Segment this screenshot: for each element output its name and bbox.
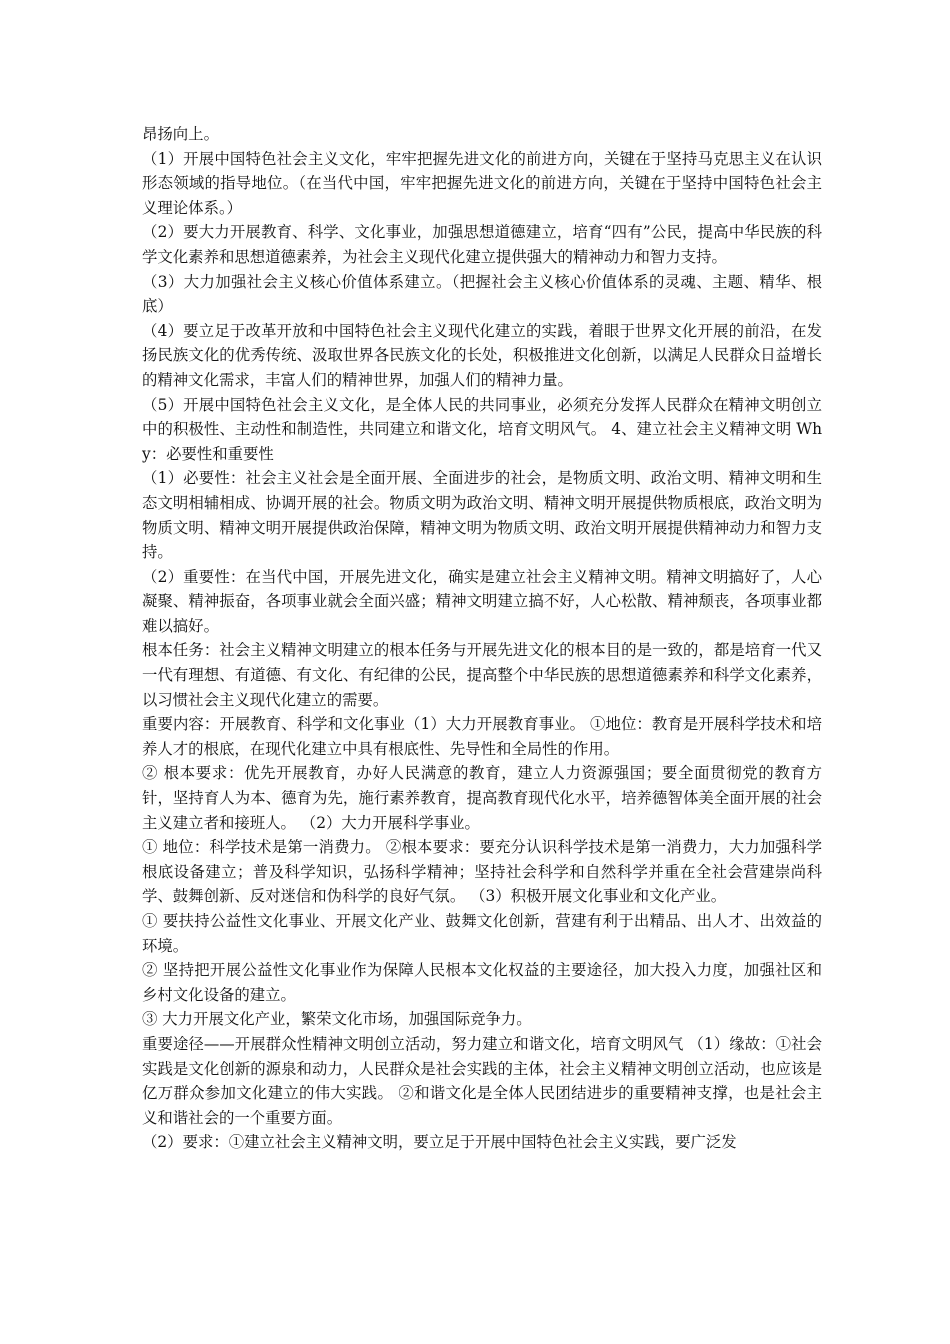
paragraph-0: 昂扬向上。 bbox=[142, 125, 219, 143]
paragraph-2: （2）要大力开展教育、科学、文化事业，加强思想道德建立，培育“四有”公民，提高中华民族的科学文化素养和思想道德素养，为社会主义现代化建立提供强大的精神动力和智力支持。 bbox=[142, 223, 822, 266]
paragraph-14: ③ 大力开展文化产业，繁荣文化市场，加强国际竞争力。 bbox=[142, 1010, 532, 1029]
paragraph-7: （2）重要性：在当代中国，开展先进文化，确实是建立社会主义精神文明。精神文明搞好了，人心凝聚、精神振奋，各项事业就会全面兴盛；精神文明建立搞不好，人心松散、精神颓丧，各项事业都难以搞好。 bbox=[142, 567, 822, 635]
paragraph-13: ② 坚持把开展公益性文化事业作为保障人民根本文化权益的主要途径，加大投入力度，加强社区和乡村文化设备的建立。 bbox=[142, 961, 822, 1004]
paragraph-16: （2）要求：①建立社会主义精神文明，要立足于开展中国特色社会主义实践，要广泛发 bbox=[142, 1133, 737, 1152]
paragraph-15: 重要途径——开展群众性精神文明创立活动，努力建立和谐文化，培育文明风气 （1）缘故：①社会实践是文化创新的源泉和动力，人民群众是社会实践的主体，社会主义精神文明创立活动，也应该是亿万群众参加文化建立的伟大实践。 ②和谐文化是全体人民团结进步的重要精神支撑，也是社会主义和谐社会的一个重要方面。 bbox=[142, 1034, 822, 1127]
paragraph-3: （3）大力加强社会主义核心价值体系建立。（把握社会主义核心价值体系的灵魂、主题、精华、根底） bbox=[142, 272, 822, 316]
paragraph-4: （4）要立足于改革开放和中国特色社会主义现代化建立的实践，着眼于世界文化开展的前沿，在发扬民族文化的优秀传统、汲取世界各民族文化的长处，积极推进文化创新，以满足人民群众日益增长的精神文化需求，丰富人们的精神世界，加强人们的精神力量。 bbox=[142, 321, 822, 389]
paragraph-8: 根本任务：社会主义精神文明建立的根本任务与开展先进文化的根本目的是一致的，都是培育一代又一代有理想、有道德、有文化、有纪律的公民，提高整个中华民族的思想道德素养和科学文化素养，以习惯社会主义现代化建立的需要。 bbox=[142, 641, 822, 709]
paragraph-9: 重要内容：开展教育、科学和文化事业（1）大力开展教育事业。 ①地位：教育是开展科学技术和培养人才的根底，在现代化建立中具有根底性、先导性和全局性的作用。 bbox=[142, 715, 822, 758]
paragraph-5: （5）开展中国特色社会主义文化，是全体人民的共同事业，必须充分发挥人民群众在精神文明创立中的积极性、主动性和制造性，共同建立和谐文化，培育文明风气。 4、建立社会主义精神文明 Why：必要性和重要性 bbox=[142, 395, 822, 463]
paragraph-12: ① 要扶持公益性文化事业、开展文化产业、鼓舞文化创新，营建有利于出精品、出人才、出效益的环境。 bbox=[142, 912, 822, 955]
paragraph-10: ② 根本要求：优先开展教育，办好人民满意的教育，建立人力资源强国；要全面贯彻党的教育方针，坚持育人为本、德育为先，施行素养教育，提高教育现代化水平，培养德智体美全面开展的社会主义建立者和接班人。 （2）大力开展科学事业。 bbox=[142, 764, 822, 832]
paragraph-6: （1）必要性：社会主义社会是全面开展、全面进步的社会，是物质文明、政治文明、精神文明和生态文明相辅相成、协调开展的社会。物质文明为政治文明、精神文明开展提供物质根底，政治文明为物质文明、精神文明开展提供政治保障，精神文明为物质文明、政治文明开展提供精神动力和智力支持。 bbox=[142, 469, 822, 562]
paragraph-11: ① 地位：科学技术是第一消费力。 ②根本要求：要充分认识科学技术是第一消费力，大力加强科学根底设备建立；普及科学知识，弘扬科学精神；坚持社会科学和自然科学并重在全社会营建崇尚科学、鼓舞创新、反对迷信和伪科学的良好气氛。 （3）积极开展文化事业和文化产业。 bbox=[142, 838, 822, 906]
document-body bbox=[142, 122, 822, 1155]
paragraph-1: （1）开展中国特色社会主义文化，牢牢把握先进文化的前进方向，关键在于坚持马克思主义在认识形态领域的指导地位。（在当代中国，牢牢把握先进文化的前进方向，关键在于坚持中国特色社会主义理论体系。） bbox=[142, 149, 822, 217]
